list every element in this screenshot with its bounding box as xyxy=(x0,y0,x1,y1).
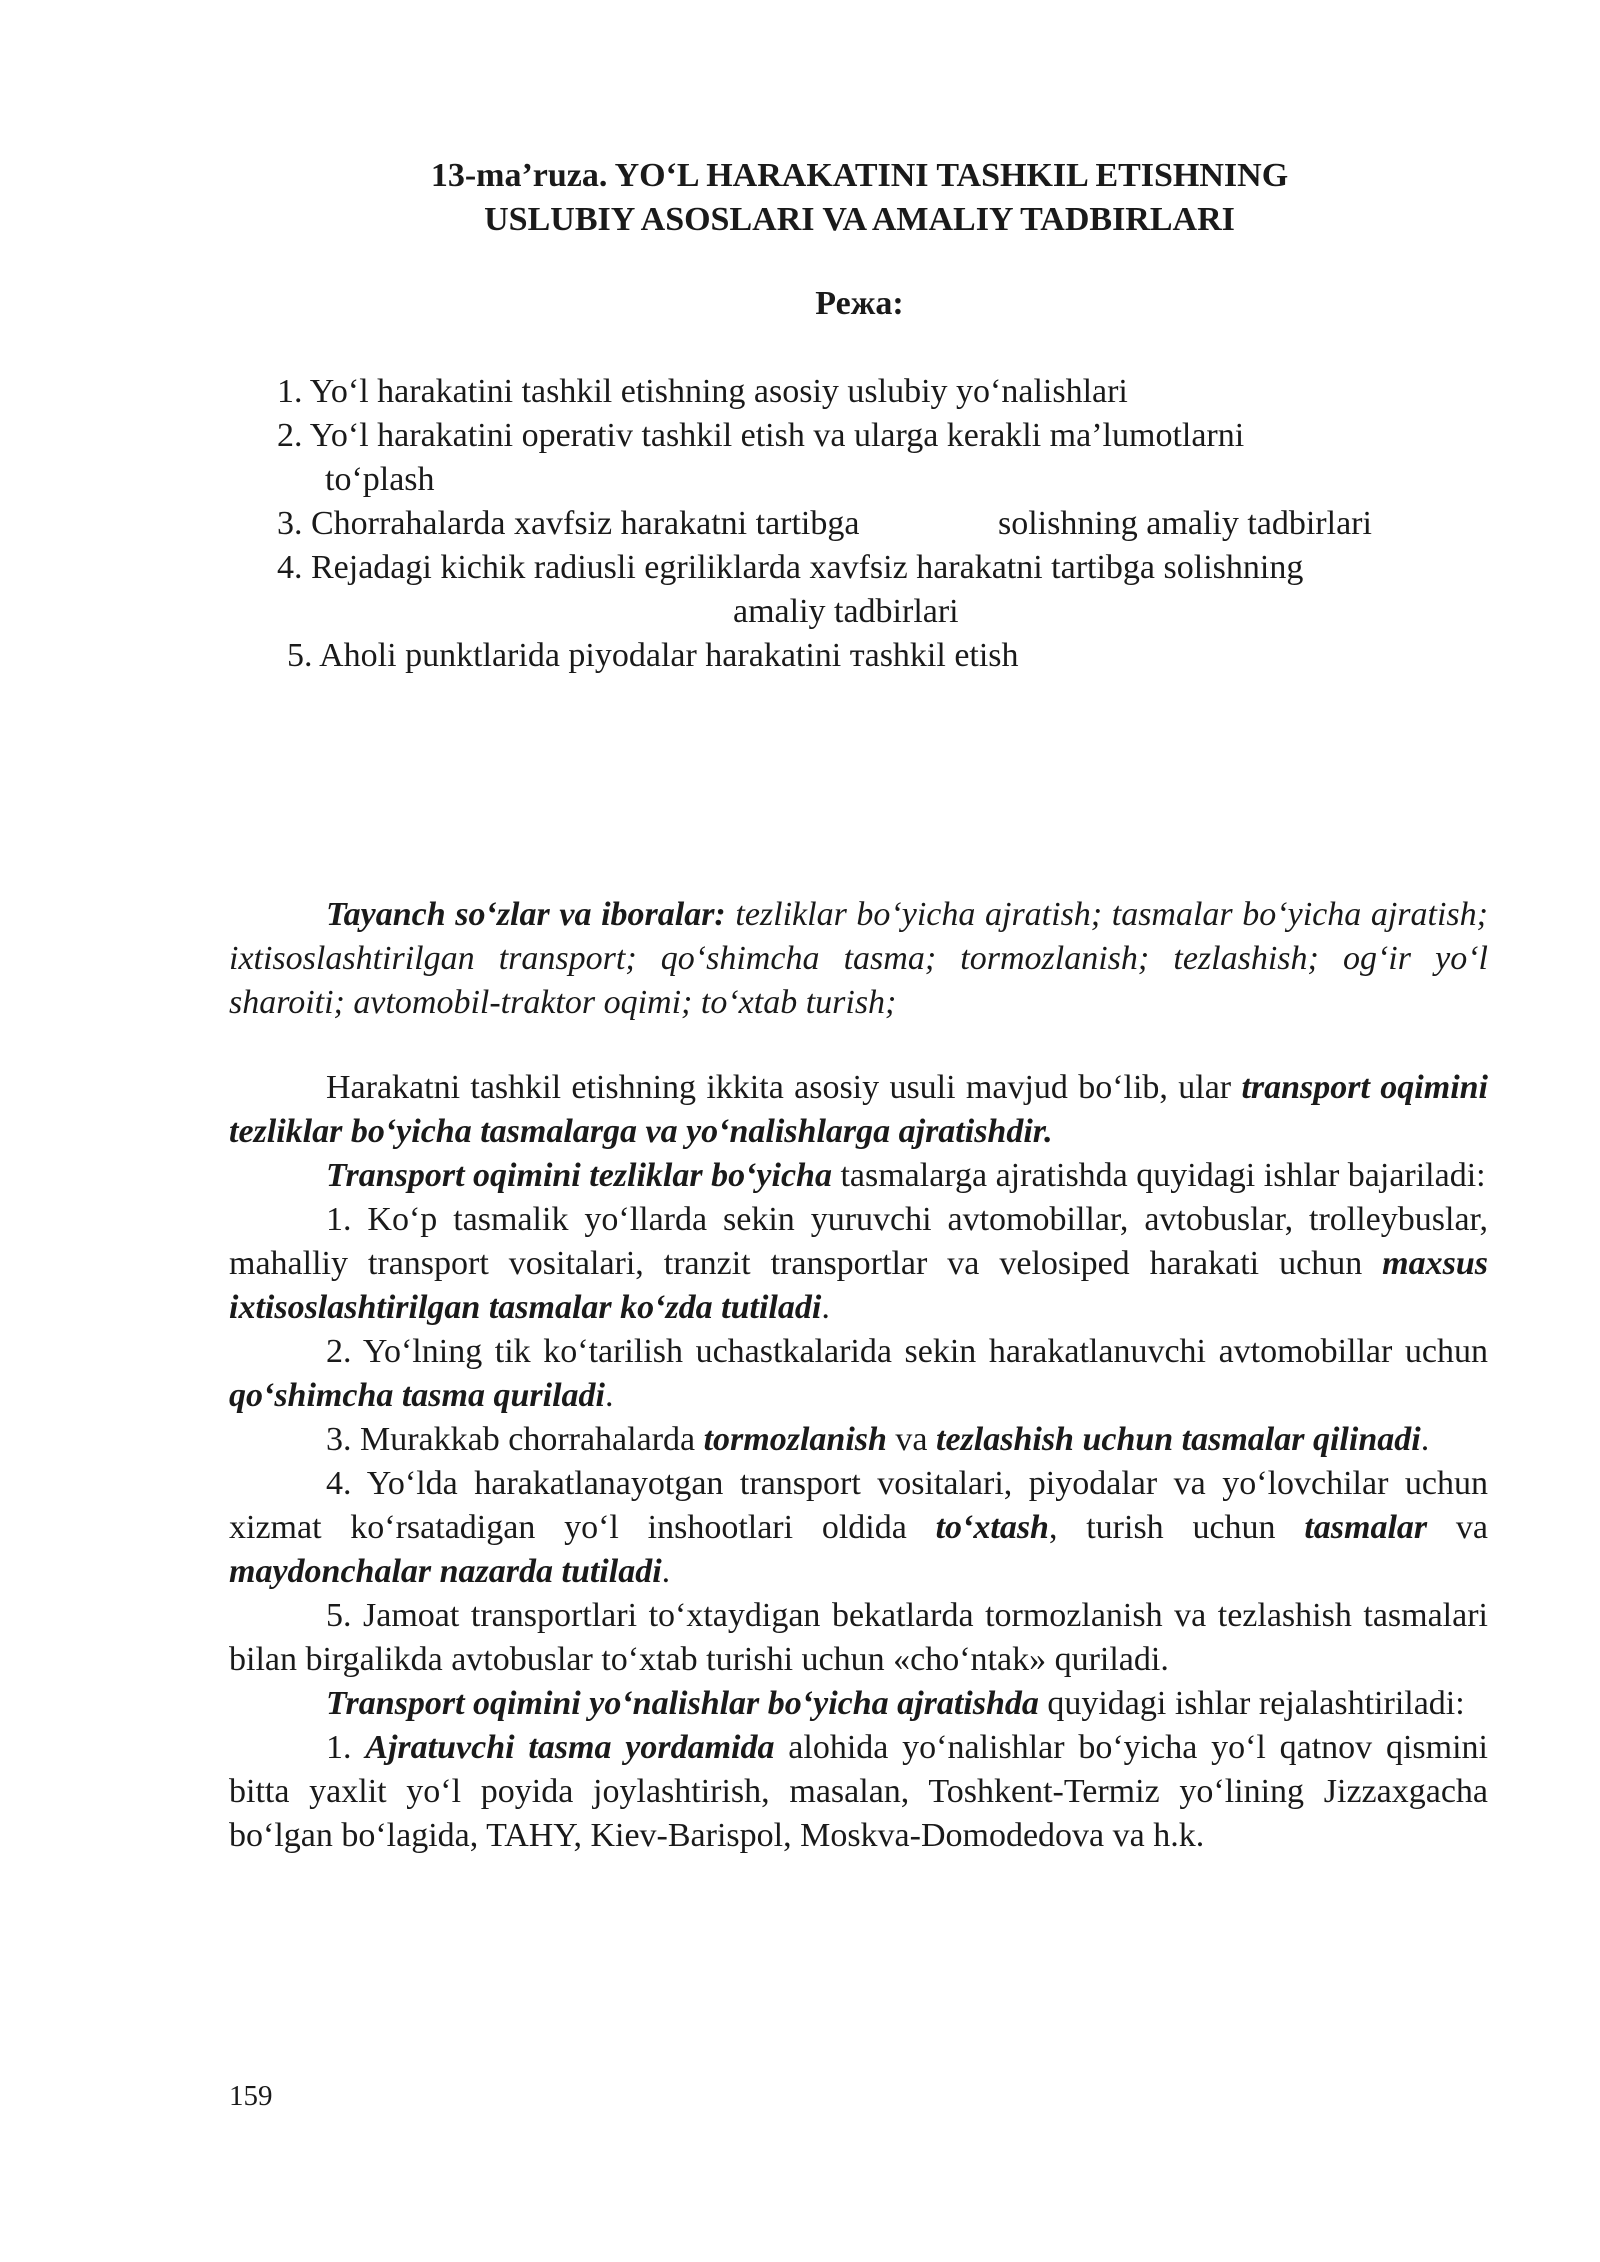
main-text xyxy=(229,1066,1488,1858)
text-run: quyidagi ishlar rejalashtiriladi: xyxy=(1038,1685,1465,1722)
text-run: alohida yo‘nalishlar bo‘yicha yo‘l qatnov qismini bitta yaxlit yo‘l poyida joylashtirish, masalan, Toshkent-Termiz yo‘lining Jizzaxgacha bo‘lgan bo‘lagida, TAHY, Kiev-Barispol, Moskva-Domodedova va h.k. xyxy=(229,1729,1488,1854)
emphasis: maydonchalar nazarda tutiladi xyxy=(229,1553,662,1590)
emphasis: Transport oqimini yo‘nalishlar bo‘yicha ajratishda xyxy=(326,1685,1039,1722)
paragraph xyxy=(229,1462,1488,1594)
plan-item-3-line1: 3. Chorrahalarda xavfsiz harakatni tartibga xyxy=(277,505,860,542)
text-run: , turish uchun xyxy=(1048,1509,1305,1546)
paragraph xyxy=(229,1418,1488,1462)
text-run: . xyxy=(661,1553,671,1590)
keywords-label: Tayanch so‘zlar va iboralar: xyxy=(326,896,726,933)
emphasis: tormozlanish xyxy=(703,1421,887,1458)
plan-item-1: 1. Yo‘l harakatini tashkil etishning asosiy uslubiy yo‘nalishlari xyxy=(277,373,1128,410)
keywords-text: tezliklar bo‘yicha ajratish; tasmalar bo‘yicha ajratish; ixtisoslashtirilgan transport; qo‘shimcha tasma; tormozlanish; tezlashish; og‘ir yo‘l sharoiti; avtomobil-traktor oqimi; to‘xtab turish; xyxy=(229,896,1488,1021)
text-run: tasmalarga ajratishda quyidagi ishlar bajariladi: xyxy=(831,1157,1486,1194)
text-run: 4. Yo‘lda harakatlanayotgan transport vositalari, piyodalar va yo‘lovchilar uchun xizmat ko‘rsatadigan yo‘l inshootlari oldida xyxy=(229,1465,1488,1546)
emphasis: transport oqimini tezliklar bo‘yicha tasmalarga va yo‘nalishlarga ajratishdir. xyxy=(229,1069,1488,1150)
lecture-title-line1: 13-ma’ruza. YO‘L HARAKATINI TASHKIL ETISHNING xyxy=(430,157,1289,194)
paragraph xyxy=(229,1154,1488,1198)
emphasis: to‘xtash xyxy=(935,1509,1049,1546)
page-number: 159 xyxy=(229,2080,273,2112)
text-run: 5. Jamoat transportlari to‘xtaydigan bekatlarda tormozlanish va tezlashish tasmalari bilan birgalikda avtobuslar to‘xtab turishi uchun «cho‘ntak» quriladi. xyxy=(229,1597,1488,1678)
paragraph xyxy=(229,1330,1488,1418)
text-run: . xyxy=(1420,1421,1430,1458)
paragraph xyxy=(229,1594,1488,1682)
emphasis: Transport oqimini tezliklar bo‘yicha xyxy=(326,1157,832,1194)
plan-item-2-line2: to‘plash xyxy=(325,461,435,498)
text-run: 1. xyxy=(326,1729,366,1766)
lecture-title-line2: USLUBIY ASOSLARI VA AMALIY TADBIRLARI xyxy=(484,201,1235,238)
paragraph xyxy=(229,1198,1488,1330)
text-run: . xyxy=(821,1289,830,1326)
plan-item-5: 5. Aholi punktlarida piyodalar harakatini тashkil etish xyxy=(287,637,1019,674)
text-run: 3. Murakkab chorrahalarda xyxy=(326,1421,704,1458)
emphasis: tezlashish uchun tasmalar qilinadi xyxy=(936,1421,1421,1458)
paragraph xyxy=(229,1066,1488,1154)
emphasis: qo‘shimcha tasma quriladi xyxy=(229,1377,605,1414)
emphasis: maxsus ixtisoslashtirilgan tasmalar ko‘zda tutiladi xyxy=(229,1245,1488,1326)
plan-item-4-line1: 4. Rejadagi kichik radiusli egriliklarda xavfsiz harakatni tartibga solishning xyxy=(277,549,1304,586)
plan-heading: Режа: xyxy=(815,285,904,322)
text-run: 2. Yo‘lning tik ko‘tarilish uchastkalarida sekin harakatlanuvchi avtomobillar uchun xyxy=(326,1333,1488,1370)
plan-item-4-line2: amaliy tadbirlari xyxy=(733,593,959,630)
text-run: va xyxy=(1427,1509,1489,1546)
text-run: Harakatni tashkil etishning ikkita asosiy usuli mavjud bo‘lib, ular xyxy=(326,1069,1242,1106)
paragraph xyxy=(229,1726,1488,1858)
plan-item-3-line2: solishning amaliy tadbirlari xyxy=(998,505,1372,542)
emphasis: tasmalar xyxy=(1304,1509,1428,1546)
keywords-block xyxy=(229,893,1488,1025)
plan-item-2-line1: 2. Yo‘l harakatini operativ tashkil etish va ularga kerakli ma’lumotlarni xyxy=(277,417,1245,454)
text-run: . xyxy=(604,1377,614,1414)
emphasis: Ajratuvchi tasma yordamida xyxy=(365,1729,775,1766)
text-run: va xyxy=(886,1421,937,1458)
text-run: 1. Ko‘p tasmalik yo‘llarda sekin yuruvchi avtomobillar, avtobuslar, trolleybuslar, mahalliy transport vositalari, tranzit transportlar va velosiped harakati uchun xyxy=(229,1201,1488,1282)
paragraph xyxy=(229,1682,1488,1726)
